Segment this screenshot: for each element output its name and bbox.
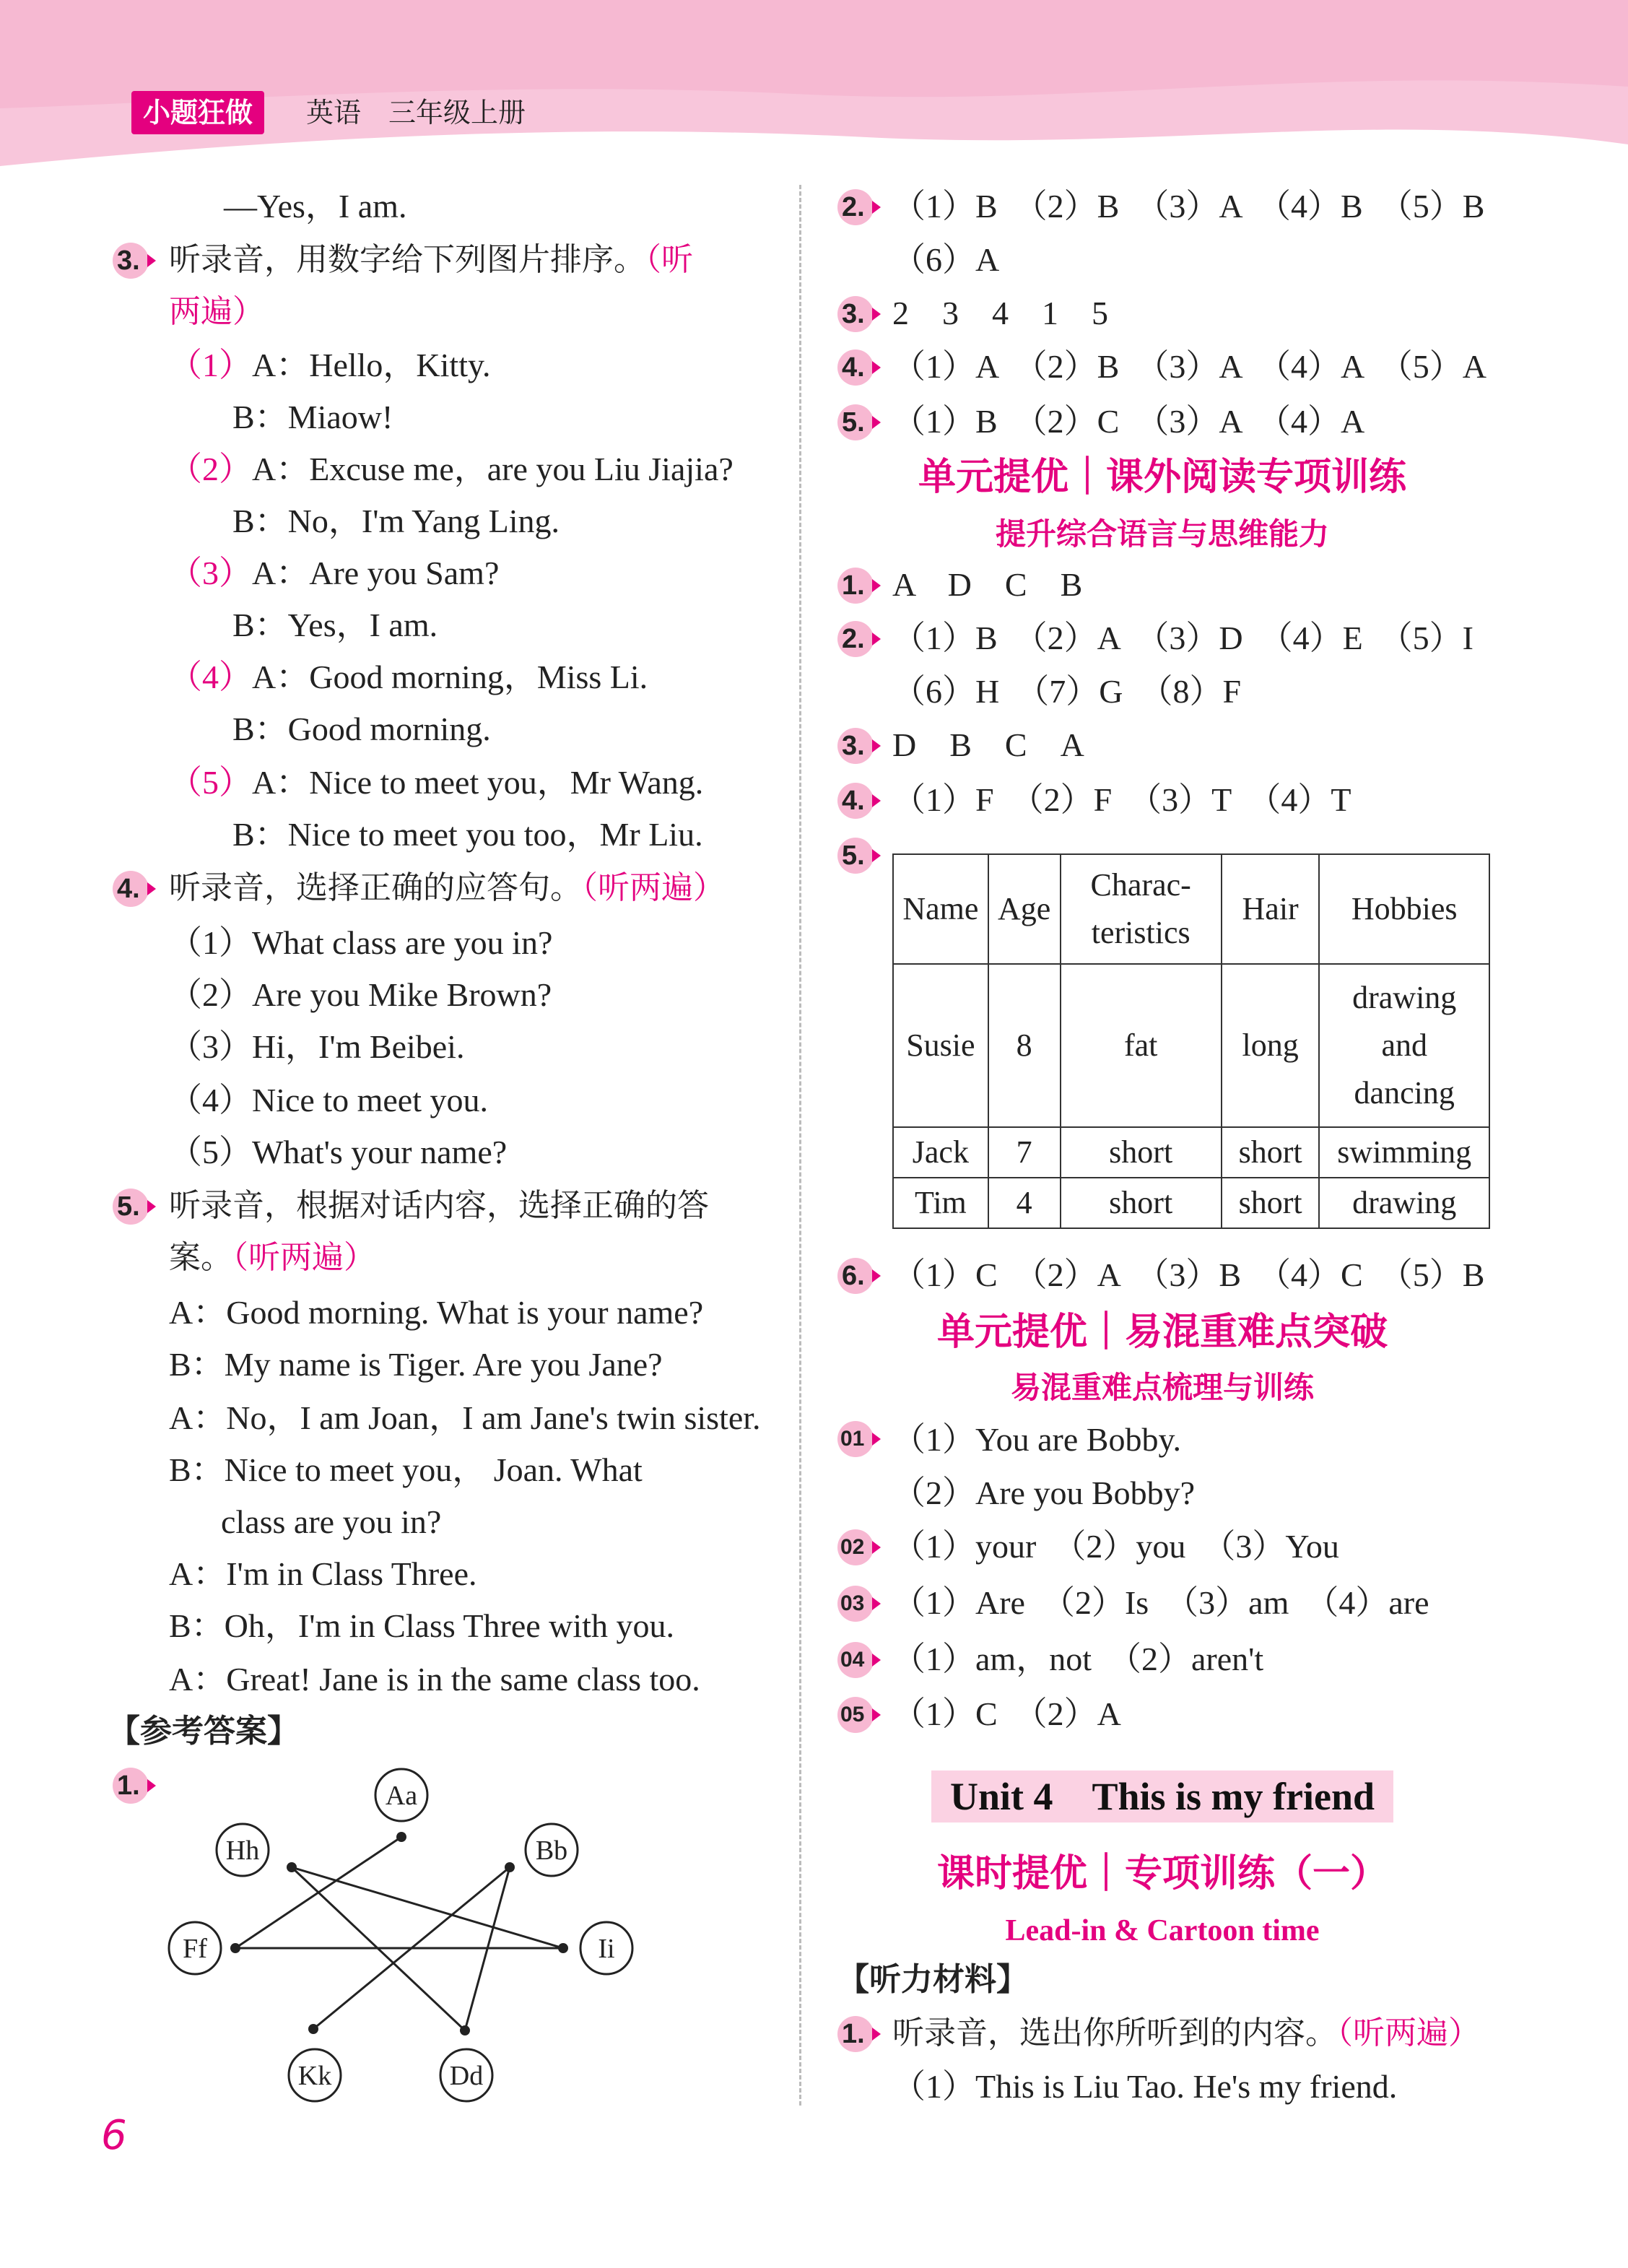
answer-line: D B C A [892,726,1084,763]
answer-number: 01 [837,1421,874,1457]
section-subtitle: 易混重难点梳理与训练 [1010,1370,1314,1405]
answers-heading: 【参考答案】 [108,1713,299,1750]
section-title: 单元提优｜易混重难点突破 [936,1311,1388,1354]
answer-line: （1）A （2）B （3）A （4）A （5）A [892,348,1486,385]
match-dot [505,1862,515,1872]
answer-number: 1. [837,568,874,604]
info-table [892,853,1490,1229]
dialogue-line: B：Nice to meet you， Joan. What [169,1451,643,1488]
letter-label: Kk [297,2061,332,2091]
answer-line: （1）Are （2）Is （3）am （4）are [892,1584,1429,1621]
table-header: Hobbies [1319,854,1489,964]
table-cell: swimming [1319,1127,1489,1178]
book-title: 英语 三年级上册 [306,97,526,129]
table-cell: fat [1061,964,1222,1127]
match-dot [460,2025,470,2035]
answer-line: （1）B （2）C （3）A （4）A [892,403,1365,440]
answer-number: 5. [837,838,874,874]
answer-line: （1）am，not （2）aren't [892,1641,1264,1677]
list-item: （3）A：Are you Sam? [169,555,500,591]
list-item: （1）What class are you in? [169,924,553,961]
table-row [893,1127,1489,1178]
section-title: 单元提优｜课外阅读专项训练 [918,456,1406,499]
answer-line: （1）C （2）A （3）B （4）C （5）B [892,1256,1485,1293]
letter-label: Ff [183,1934,207,1964]
section-subtitle: 提升综合语言与思维能力 [995,516,1329,552]
dialogue-line: B：Oh，I'm in Class Three with you. [169,1607,674,1644]
answer-line: （6）H （7）G （8）F [892,673,1242,710]
answer-line: （6）A [892,241,1000,278]
question-instruction: 听录音，根据对话内容，选择正确的答 [169,1187,709,1224]
answer-line: （1）F （2）F （3）T （4）T [892,781,1351,818]
letter-label: Ii [598,1934,615,1964]
list-item: （5）What's your name? [169,1134,508,1170]
question-number: 3. [113,243,149,279]
table-header: Age [988,854,1061,964]
list-item: （4）A：Good morning，Miss Li. [169,659,648,695]
table-cell: 4 [988,1178,1061,1228]
table-cell: short [1061,1127,1222,1178]
match-dot [230,1943,240,1953]
list-item: （4）Nice to meet you. [169,1082,489,1118]
table-cell: 8 [988,964,1061,1127]
list-item: （1）This is Liu Tao. He's my friend. [892,2068,1398,2105]
letter-label: Hh [225,1835,260,1866]
brand-tag: 小题狂做 [131,91,264,134]
answer-line: （1）B （2）B （3）A （4）B （5）B [892,188,1485,225]
answer-number: 05 [837,1697,874,1733]
table-header: Hair [1222,854,1320,964]
answer-number: 02 [837,1529,874,1565]
answer-number: 03 [837,1586,874,1622]
table-cell: Jack [893,1127,988,1178]
list-item: B：Good morning. [232,711,491,747]
list-item: B：Yes，I am. [232,607,438,643]
question-number: 1. [113,1768,149,1804]
table-header-row [893,854,1489,964]
answer-line: （2）Are you Bobby? [892,1474,1196,1511]
letter-label: Dd [449,2061,484,2091]
question-instruction: 听录音，选择正确的应答句。（听两遍） [169,869,725,906]
list-item: （2）Are you Mike Brown? [169,976,552,1013]
answer-line: （1）B （2）A （3）D （4）E （5）I [892,620,1474,656]
match-dot [287,1862,297,1872]
answer-line: A D C B [892,566,1083,603]
answer-number: 04 [837,1642,874,1678]
table-cell: drawing [1319,1178,1489,1228]
table-cell: Tim [893,1178,988,1228]
answer-number: 3. [837,728,874,764]
matching-diagram [0,0,794,2137]
question-note: 两遍） [169,293,264,330]
answer-number: 5. [837,404,874,440]
table-cell: short [1222,1127,1320,1178]
section-title: 课时提优｜专项训练（一） [936,1852,1388,1895]
answer-line: （1）You are Bobby. [892,1421,1181,1458]
answer-number: 4. [837,783,874,819]
dialogue-line: class are you in? [221,1503,442,1540]
match-dot [558,1943,568,1953]
page-number: 6 [101,2112,127,2159]
question-instruction: 听录音，选出你所听到的内容。（听两遍） [892,2015,1480,2051]
answer-number: 6. [837,1258,874,1294]
answer-line: 2 3 4 1 5 [892,295,1108,331]
column-divider [799,185,801,2106]
table-row [893,1178,1489,1228]
letter-label: Aa [385,1781,418,1811]
question-instruction: 案。（听两遍） [169,1239,375,1276]
list-item: B：Nice to meet you too，Mr Liu. [232,816,703,853]
answer-number: 4. [837,349,874,386]
table-row [893,964,1489,1127]
table-header: Charac- teristics [1061,854,1222,964]
list-item: （1）A：Hello，Kitty. [169,347,491,383]
dialogue-line: A：Good morning. What is your name? [169,1294,704,1331]
table-header: Name [893,854,988,964]
answer-number: 2. [837,189,874,225]
answer-number: 2. [837,621,874,657]
table-cell: 7 [988,1127,1061,1178]
question-instruction: 听录音，用数字给下列图片排序。（听 [169,241,693,278]
dialogue-line: A：I'm in Class Three. [169,1555,477,1592]
list-item: （3）Hi，I'm Beibei. [169,1028,465,1065]
question-number: 5. [113,1189,149,1225]
match-dot [396,1832,406,1842]
section-subtitle: Lead-in & Cartoon time [1005,1914,1320,1947]
answer-number: 3. [837,296,874,332]
question-number: 4. [113,871,149,907]
list-item: B：No，I'm Yang Ling. [232,503,560,539]
table-cell: Susie [893,964,988,1127]
question-number: 1. [837,2016,874,2052]
unit-title: Unit 4 This is my friend [949,1775,1375,1818]
listening-heading: 【听力材料】 [837,1961,1028,1998]
table-cell: drawing and dancing [1319,964,1489,1127]
table-cell: short [1061,1178,1222,1228]
dialogue-line: B：My name is Tiger. Are you Jane? [169,1346,663,1383]
list-item: （5）A：Nice to meet you，Mr Wang. [169,764,704,801]
list-item: （2）A：Excuse me，are you Liu Jiajia? [169,451,734,487]
dialogue-line: A：No，I am Joan，I am Jane's twin sister. [169,1399,761,1436]
letter-label: Bb [535,1835,568,1866]
match-dot [308,2024,318,2034]
answer-line: （1）your （2）you （3）You [892,1528,1339,1565]
dialogue-line: A：Great! Jane is in the same class too. [169,1661,700,1698]
table-cell: long [1222,964,1320,1127]
answer-line: （1）C （2）A [892,1695,1121,1732]
list-item: B：Miaow! [232,399,393,435]
table-cell: short [1222,1178,1320,1228]
answer-line: —Yes，I am. [224,188,407,225]
